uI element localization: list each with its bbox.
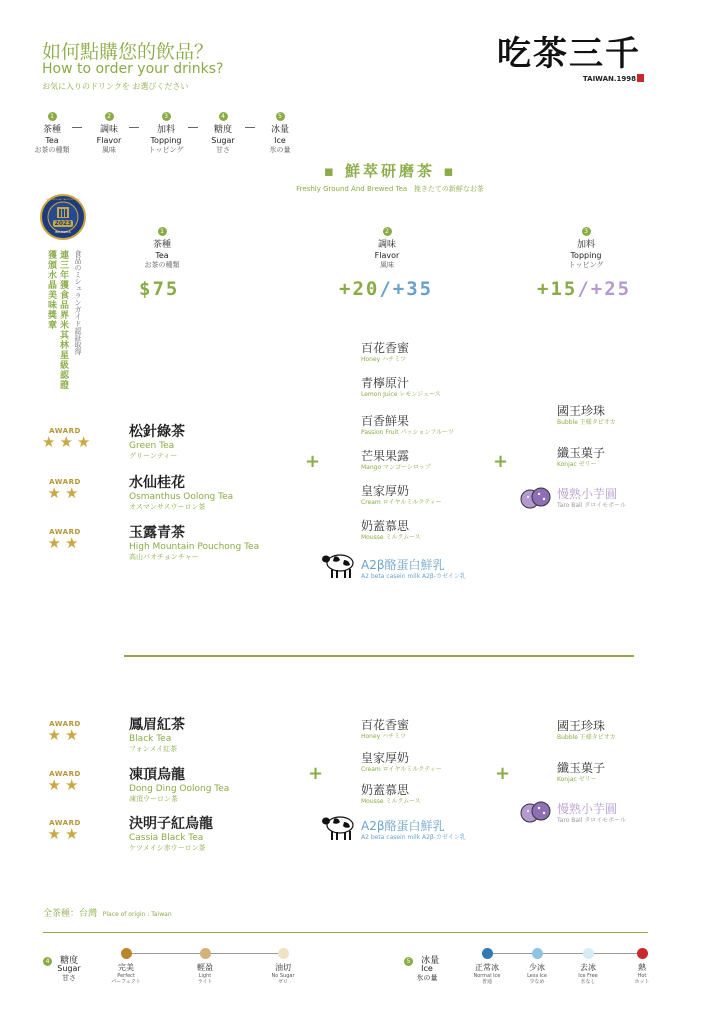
award-text-line3: 食品のミシュランガイド認証取得 xyxy=(74,250,82,355)
step-en: Topping xyxy=(150,136,182,145)
step-zh: 加料 xyxy=(156,125,175,135)
taro-ball-icon xyxy=(519,798,553,826)
step-num: 3 xyxy=(162,112,171,121)
award-mark: AWARD ★★ xyxy=(47,819,83,843)
topping-item[interactable]: 纖玉菓子 Konjac ゼリー xyxy=(557,446,606,468)
col-num: 3 xyxy=(582,227,591,236)
award-badge xyxy=(40,194,86,240)
topping-item[interactable]: 國王珍珠 Bubble 王様タピオカ xyxy=(557,404,616,426)
flavor-item[interactable]: 皇家厚奶 Cream ロイヤルミルクティー xyxy=(361,484,442,506)
step-num: 5 xyxy=(276,112,285,121)
ice-level-label: 熱 Hot ホット xyxy=(634,963,650,985)
col-header-topping xyxy=(556,218,616,270)
brand-seal-icon xyxy=(637,74,644,82)
col-ja: 風味 xyxy=(380,261,394,269)
step-tea xyxy=(24,103,80,155)
col-zh: 調味 xyxy=(377,240,396,250)
sugar-level-label: 完美 Perfect パーフェクト xyxy=(111,963,141,985)
sugar-level-dot[interactable] xyxy=(200,948,211,959)
award-mark: AWARD ★★★ xyxy=(42,427,95,451)
col-header-flavor xyxy=(357,218,417,270)
flavor-item[interactable]: 芒果果露 Mango マンゴーシロップ xyxy=(361,449,431,471)
sugar-level-dot[interactable] xyxy=(121,948,132,959)
ice-level-dot[interactable] xyxy=(583,948,594,959)
step-en: Ice xyxy=(274,136,286,145)
taro-ball-icon xyxy=(519,484,553,512)
step-ja: トッピング xyxy=(148,146,184,154)
flavor-item[interactable]: 皇家厚奶 Cream ロイヤルミルクティー xyxy=(361,751,442,773)
header-title-ja: お気に入りのドリンクを お選びください xyxy=(42,82,189,91)
tea-item[interactable]: 鳳眉紅茶 Black Tea フォンメイ紅茶 xyxy=(129,717,185,753)
topping-item[interactable]: 慢熟小芋圓 Taro Ball タロイモボール xyxy=(557,802,626,824)
col-zh: 加料 xyxy=(576,240,595,250)
ice-scale-header: 5 冰量 xyxy=(404,948,439,967)
price-flavor: +20/+35 xyxy=(339,278,434,300)
tea-item[interactable]: 玉露青茶 High Mountain Pouchong Tea 高山パオチョンチャー xyxy=(129,525,260,561)
step-zh: 調味 xyxy=(99,125,118,135)
col-header-tea xyxy=(132,218,192,270)
col-ja: お茶の種類 xyxy=(144,261,180,269)
flavor-item[interactable]: 百花香蜜 Honey ハチミツ xyxy=(361,718,410,740)
topping-item[interactable]: 慢熟小芋圓 Taro Ball タロイモボール xyxy=(557,487,626,509)
award-mark: AWARD ★★ xyxy=(47,770,83,794)
col-en: Tea xyxy=(155,251,169,260)
col-zh: 茶種 xyxy=(152,240,171,250)
sugar-scale-label: Sugar 甘さ xyxy=(57,964,81,982)
section-divider xyxy=(124,655,634,657)
sugar-scale-header: 4 糖度 xyxy=(43,948,78,967)
origin-divider xyxy=(43,932,648,933)
brand-logo xyxy=(497,34,662,84)
col-num: 2 xyxy=(383,227,392,236)
tea-item[interactable]: 凍頂烏龍 Dong Ding Oolong Tea 凍頂ウーロン茶 xyxy=(129,767,230,803)
scale-num: 4 xyxy=(43,957,52,966)
badge-year: 2023 xyxy=(54,220,72,227)
brand-sub: TAIWAN.1998 xyxy=(582,75,636,83)
step-ja: 甘さ xyxy=(216,146,230,154)
ice-level-dot[interactable] xyxy=(532,948,543,959)
flavor-item-a2-milk[interactable]: A2β酪蛋白鮮乳 A2 beta casein milk A2β-カゼイン乳 xyxy=(361,558,466,580)
tea-item[interactable]: 決明子紅烏龍 Cassia Black Tea ケツメイシ赤ウーロン茶 xyxy=(129,816,213,852)
sugar-level-label: 油切 No Sugar ゼロ xyxy=(271,963,295,985)
sugar-level-dot[interactable] xyxy=(278,948,289,959)
step-zh: 糖度 xyxy=(213,125,232,135)
step-zh: 冰量 xyxy=(270,125,289,135)
award-mark: AWARD ★★ xyxy=(47,528,83,552)
section-subtitle: Freshly Ground And Brewed Tea 挽きたての新鮮なお茶 xyxy=(296,185,484,193)
step-en: Tea xyxy=(45,136,59,145)
step-topping xyxy=(138,103,194,155)
square-icon: ▪ xyxy=(323,162,345,180)
sugar-level-label: 輕盈 Light ライト xyxy=(197,963,213,985)
tea-item[interactable]: 松針綠茶 Green Tea グリーンティー xyxy=(129,424,185,460)
flavor-item-a2-milk[interactable]: A2β酪蛋白鮮乳 A2 beta casein milk A2β-カゼイン乳 xyxy=(361,819,466,841)
header-title-zh: 如何點購您的飲品？ xyxy=(42,41,214,63)
flavor-item[interactable]: 奶蓋慕思 Mousse ミルクムース xyxy=(361,519,421,541)
price-tea: $75 xyxy=(139,278,180,300)
step-en: Flavor xyxy=(96,136,122,145)
col-ja: トッピング xyxy=(568,261,604,269)
step-ja: 風味 xyxy=(102,146,116,154)
ice-level-label: 少冰 Less Ice 少なめ xyxy=(527,963,547,985)
ice-level-label: 去冰 Ice Free 氷なし xyxy=(578,963,598,985)
ice-level-label: 正常冰 Normal Ice 普通 xyxy=(473,963,501,985)
step-en: Sugar xyxy=(211,136,235,145)
step-num: 2 xyxy=(105,112,114,121)
price-topping: +15/+25 xyxy=(537,278,632,300)
tea-item[interactable]: 水仙桂花 Osmanthus Oolong Tea オスマンサスウーロン茶 xyxy=(129,475,234,511)
header-title-en: How to order your drinks? xyxy=(42,61,224,77)
award-mark: AWARD ★★ xyxy=(47,478,83,502)
step-ja: 氷の量 xyxy=(269,146,291,154)
col-en: Topping xyxy=(570,251,602,260)
badge-city: BRUSSELS xyxy=(55,230,71,234)
topping-item[interactable]: 纖玉菓子 Konjac ゼリー xyxy=(557,761,606,783)
step-num: 1 xyxy=(48,112,57,121)
cow-icon xyxy=(320,544,358,582)
flavor-item[interactable]: 青檸原汁 Lemon Juice レモンジュース xyxy=(361,376,441,398)
cow-icon xyxy=(320,806,358,844)
ice-level-dot[interactable] xyxy=(637,948,648,959)
col-num: 1 xyxy=(158,227,167,236)
flavor-item[interactable]: 百香鮮果 Passion Fruit パッションフルーツ xyxy=(361,414,454,436)
award-text-line2: 獲頒水晶美味獎章 xyxy=(46,250,56,330)
badge-ring-text: INTERNATIONAL TASTE INSTITUTE xyxy=(46,199,80,201)
origin-note: 全茶種：台灣 Place of origin : Taiwan xyxy=(43,909,172,919)
ice-scale-label: Ice 氷の量 xyxy=(416,964,438,982)
ice-scale-line xyxy=(487,953,642,954)
plus-icon: + xyxy=(493,451,509,472)
scale-num: 5 xyxy=(404,957,413,966)
step-sugar xyxy=(195,103,251,155)
topping-item[interactable]: 國王珍珠 Bubble 王様タピオカ xyxy=(557,719,616,741)
square-icon: ▪ xyxy=(435,162,457,180)
step-ja: お茶の種類 xyxy=(34,146,70,154)
flavor-item[interactable]: 百花香蜜 Honey ハチミツ xyxy=(361,341,410,363)
brand-name: 吃茶三千 xyxy=(497,34,641,74)
step-num: 4 xyxy=(219,112,228,121)
section-title: ▪ 鮮萃研磨茶 ▪ xyxy=(323,162,457,180)
ice-level-dot[interactable] xyxy=(482,948,493,959)
col-en: Flavor xyxy=(374,251,400,260)
award-mark: AWARD ★★ xyxy=(47,720,83,744)
flavor-item[interactable]: 奶蓋慕思 Mousse ミルクムース xyxy=(361,783,421,805)
step-flavor xyxy=(81,103,137,155)
plus-icon: + xyxy=(495,763,511,784)
step-ice xyxy=(252,103,308,155)
plus-icon: + xyxy=(308,763,324,784)
plus-icon: + xyxy=(305,451,321,472)
award-text-line1: 連三年獲食品界米其林星級認證 xyxy=(58,250,68,390)
step-zh: 茶種 xyxy=(42,125,61,135)
